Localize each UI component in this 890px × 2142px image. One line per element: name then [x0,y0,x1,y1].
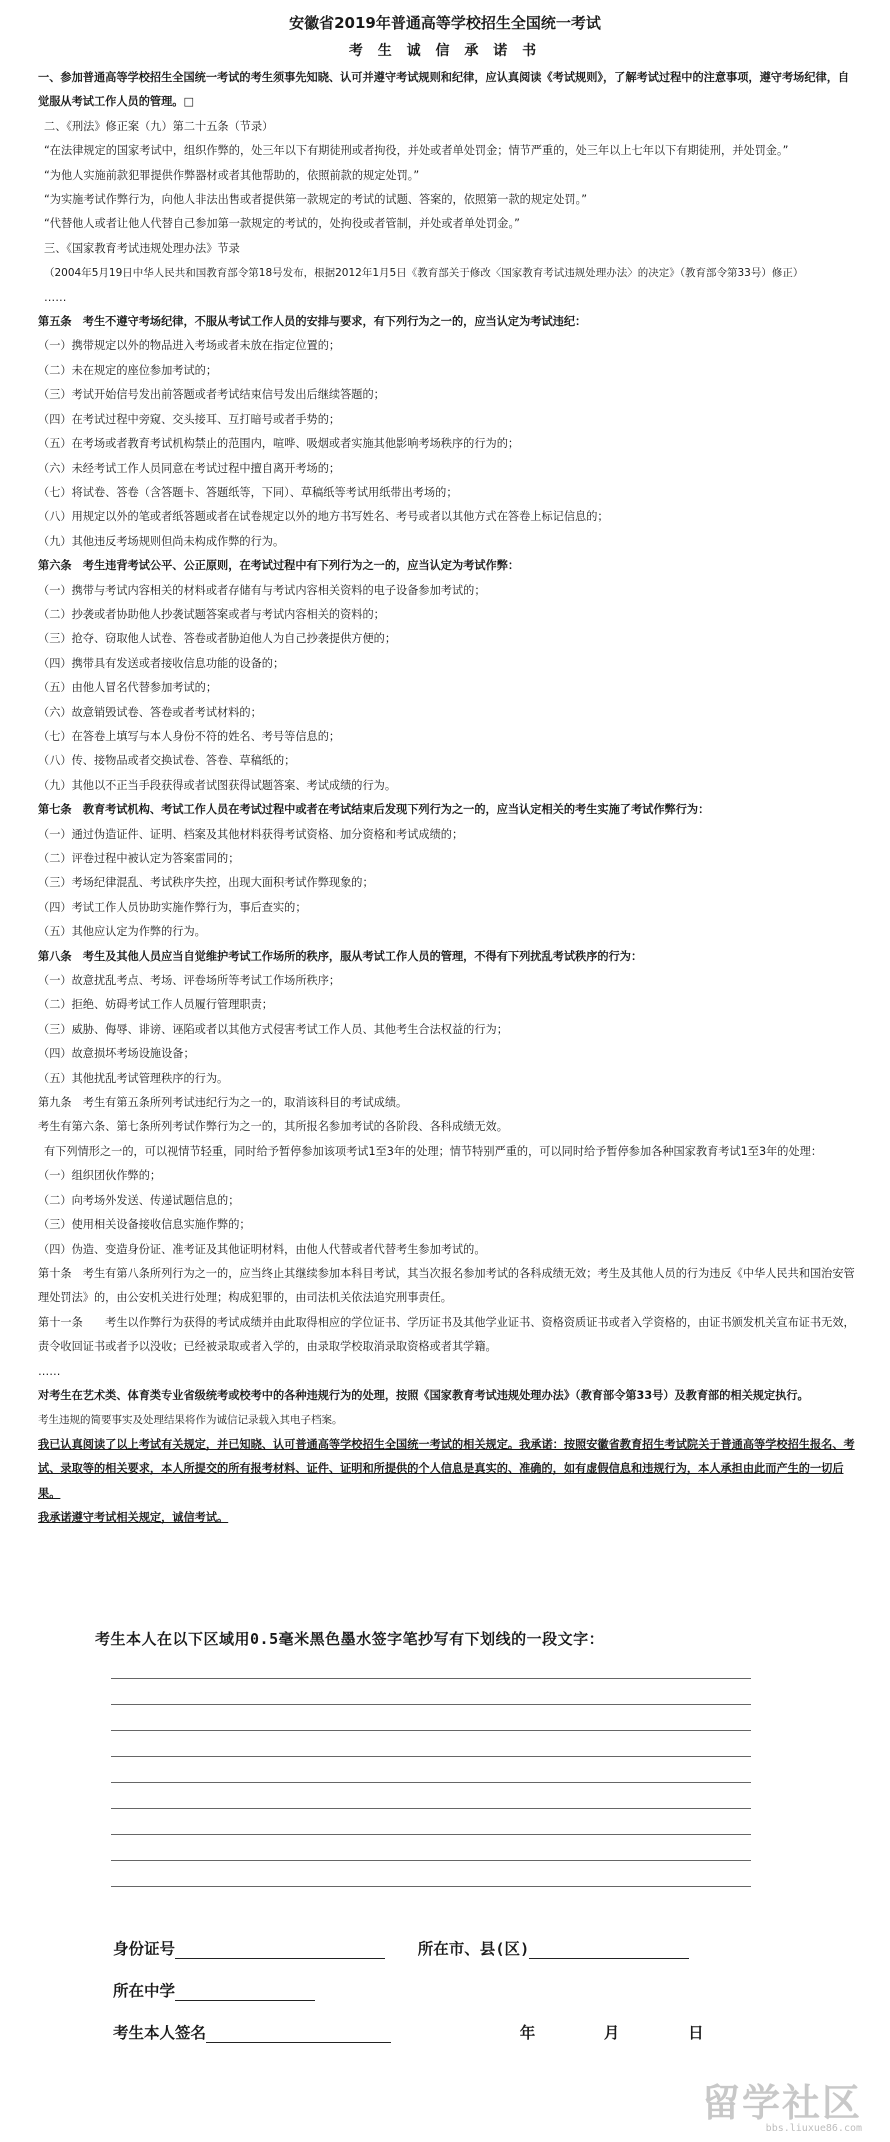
paragraph: （一）通过伪造证件、证明、档案及其他材料获得考试资格、加分资格和考试成绩的； [38,827,464,841]
handwrite-instruction: 考生本人在以下区域用0.5毫米黑色墨水签字笔抄写有下划线的一段文字： [95,1630,605,1648]
paragraph: （一）组织团伙作弊的； [38,1169,162,1183]
paragraph: （四）在考试过程中旁窥、交头接耳、互打暗号或者手势的； [38,412,341,426]
handwrite-line[interactable] [111,1757,751,1783]
paragraph: （一）携带与考试内容相关的材料或者存储有与考试内容相关资料的电子设备参加考试的； [38,583,486,597]
city-field[interactable] [529,1940,689,1959]
date-month: 月 [603,2024,620,2042]
sign-label: 考生本人签名 [113,2024,207,2042]
handwrite-area [95,1625,795,1887]
paragraph: （三）考场纪律混乱、考试秩序失控，出现大面积考试作弊现象的； [38,876,374,890]
paragraph: （七）在答卷上填写与本人身份不符的姓名、考号等信息的； [38,729,341,743]
paragraph: （五）其他应认定为作弊的行为。 [38,925,206,939]
paragraph: （七）将试卷、答卷（含答题卡、答题纸等，下同）、草稿纸等考试用纸带出考场的； [38,485,458,499]
paragraph: 二、《刑法》修正案（九）第二十五条（节录） [44,119,274,133]
paragraph: （三）考试开始信号发出前答题或者考试结束信号发出后继续答题的； [38,388,385,402]
paragraph: 第六条 考生违背考试公平、公正原则，在考试过程中有下列行为之一的，应当认定为考试作弊： [38,559,520,573]
paragraph: 对考生在艺术类、体育类专业省级统考或校考中的各种违规行为的处理，按照《国家教育考试违规处理办法》（教育部令第33号）及教育部的相关规定执行。 [38,1388,809,1402]
paragraph: （四）故意损坏考场设施设备； [38,1047,195,1061]
school-field[interactable] [175,1982,315,2001]
paragraph: （三）抢夺、窃取他人试卷、答卷或者胁迫他人为自己抄袭提供方便的； [38,632,397,646]
sign-field[interactable] [206,2024,391,2043]
watermark-url: bbs.liuxue86.com [765,2123,862,2134]
paragraph: （四）伪造、变造身份证、准考证及其他证明材料，由他人代替或者代替考生参加考试的。 [38,1242,486,1256]
paragraph: 第九条 考生有第五条所列考试违纪行为之一的，取消该科目的考试成绩。 [38,1096,408,1110]
paragraph: 一、参加普通高等学校招生全国统一考试的考生须事先知晓、认可并遵守考试规则和纪律，应认真阅读《考试规则》，了解考试过程中的注意事项，遵守考场纪律，自觉服从考试工作人员的管理。□ [38,71,850,109]
paragraph: （三）威胁、侮辱、诽谤、诬陷或者以其他方式侵害考试工作人员、其他考生合法权益的行为； [38,1022,508,1036]
paragraph: （二）向考场外发送、传递试题信息的； [38,1193,240,1207]
paragraph: （五）其他扰乱考试管理秩序的行为。 [38,1071,229,1085]
watermark [702,2072,862,2134]
paragraph: …… [38,1364,61,1378]
paragraph: 我承诺遵守考试相关规定，诚信考试。 [38,1510,229,1524]
handwrite-lines [95,1653,795,1887]
paragraph: “为他人实施前款犯罪提供作弊器材或者其他帮助的，依照前款的规定处罚。” [44,168,420,182]
paragraph: （九）其他违反考场规则但尚未构成作弊的行为。 [38,534,285,548]
handwrite-line[interactable] [111,1679,751,1705]
paragraph: 第五条 考生不遵守考场纪律，不服从考试工作人员的安排与要求，有下列行为之一的，应当认定为考试违纪： [38,315,587,329]
paragraph: （一）故意扰乱考点、考场、评卷场所等考试工作场所秩序； [38,974,341,988]
paragraph: （2004年5月19日中华人民共和国教育部令第18号发布，根据2012年1月5日《教育部关于修改〈国家教育考试违规处理办法〉的决定》（教育部令第33号）修正） [44,267,804,280]
paragraph: （五）在考场或者教育考试机构禁止的范围内，喧哗、吸烟或者实施其他影响考场秩序的行为的； [38,437,520,451]
id-number-field[interactable] [175,1940,385,1959]
paragraph: （九）其他以不正当手段获得或者试图获得试题答案、考试成绩的行为。 [38,778,397,792]
date-day: 日 [688,2024,704,2042]
handwrite-line[interactable] [111,1861,751,1887]
signature-row-1 [113,1937,689,1959]
paragraph: 考生违规的简要事实及处理结果将作为诚信记录载入其电子档案。 [38,1414,343,1427]
paragraph: （一）携带规定以外的物品进入考场或者未放在指定位置的； [38,339,341,353]
paragraph: （六）故意销毁试卷、答卷或者考试材料的； [38,705,262,719]
paragraph: （八）传、接物品或者交换试卷、答卷、草稿纸的； [38,754,296,768]
paragraph: 第七条 教育考试机构、考试工作人员在考试过程中或者在考试结束后发现下列行为之一的，应当认定相关的考生实施了考试作弊行为： [38,803,710,817]
paragraph: （二）抄袭或者协助他人抄袭试题答案或者与考试内容相关的资料的； [38,607,385,621]
school-label: 所在中学 [113,1982,176,2000]
handwrite-line[interactable] [111,1809,751,1835]
handwrite-line[interactable] [111,1705,751,1731]
handwrite-line[interactable] [111,1731,751,1757]
handwrite-line[interactable] [111,1653,751,1679]
paragraph: （二）评卷过程中被认定为答案雷同的； [38,852,240,865]
paragraph: 我已认真阅读了以上考试有关规定，并已知晓、认可普通高等学校招生全国统一考试的相关规定。我承诺：按照安徽省教育招生考试院关于普通高等学校招生报名、考试、录取等的相关要求，本人所提交的所有报考材料、证件、证明和所提供的个人信息是真实的、准确的，如有虚假信息和违规行为，本人承担由此而产生的一切后果。 [38,1437,855,1500]
paragraph: （三）使用相关设备接收信息实施作弊的； [38,1218,251,1232]
paragraph: （六）未经考试工作人员同意在考试过程中擅自离开考场的； [38,461,341,475]
paragraph: “为实施考试作弊行为，向他人非法出售或者提供第一款规定的考试的试题、答案的，依照第一款的规定处罚。” [44,193,587,207]
paragraph: （四）考试工作人员协助实施作弊行为，事后查实的； [38,900,307,914]
city-label: 所在市、县(区) [417,1940,530,1958]
paragraph: “在法律规定的国家考试中，组织作弊的，处三年以下有期徒刑或者拘役，并处或者单处罚金；情节严重的，处三年以上七年以下有期徒刑，并处罚金。” [44,144,789,158]
signature-row-3 [113,2021,704,2043]
document-title: 安徽省2019年普通高等学校招生全国统一考试 [289,14,601,32]
paragraph: （八）用规定以外的笔或者纸答题或者在试卷规定以外的地方书写姓名、考号或者以其他方式在答卷上标记信息的； [38,510,609,524]
paragraph: 三、《国家教育考试违规处理办法》节录 [44,241,240,255]
document-subtitle: 考 生 诚 信 承 诺 书 [348,43,542,59]
paragraph: （二）未在规定的座位参加考试的； [38,363,218,377]
id-number-label: 身份证号 [113,1940,176,1958]
paragraph: （五）由他人冒名代替参加考试的； [38,681,218,695]
paragraph: 有下列情形之一的，可以视情节轻重，同时给予暂停参加该项考试1至3年的处理；情节特别严重的，可以同时给予暂停参加各种国家教育考试1至3年的处理： [44,1144,823,1158]
paragraph: …… [44,290,67,304]
paragraph: “代替他人或者让他人代替自己参加第一款规定的考试的，处拘役或者管制，并处或者单处罚金。” [44,217,520,231]
signature-row-2 [113,1979,315,2001]
document-body [38,66,856,1530]
date-year: 年 [519,2024,536,2042]
handwrite-line[interactable] [111,1783,751,1809]
paragraph: 第八条 考生及其他人员应当自觉维护考试工作场所的秩序，服从考试工作人员的管理，不得有下列扰乱考试秩序的行为： [38,949,643,963]
watermark-logo: 留学社区 [701,2081,862,2125]
handwrite-line[interactable] [111,1835,751,1861]
paragraph: 第十条 考生有第八条所列行为之一的，应当终止其继续参加本科目考试，其当次报名参加考试的各科成绩无效；考生及其他人员的行为违反《中华人民共和国治安管理处罚法》的，由公安机关进行处理；构成犯罪的，由司法机关依法追究刑事责任。 [38,1266,855,1305]
paragraph: （四）携带具有发送或者接收信息功能的设备的； [38,656,285,670]
paragraph: 考生有第六条、第七条所列考试作弊行为之一的，其所报名参加考试的各阶段、各科成绩无效。 [38,1120,508,1134]
paragraph: 第十一条 考生以作弊行为获得的考试成绩并由此取得相应的学位证书、学历证书及其他学业证书、资格资质证书或者入学资格的，由证书颁发机关宣布证书无效，责令收回证书或者予以没收；已经被录取或者入学的，由录取学校取消录取资格或者其学籍。 [38,1315,855,1354]
paragraph: （二）拒绝、妨碍考试工作人员履行管理职责； [38,998,273,1012]
